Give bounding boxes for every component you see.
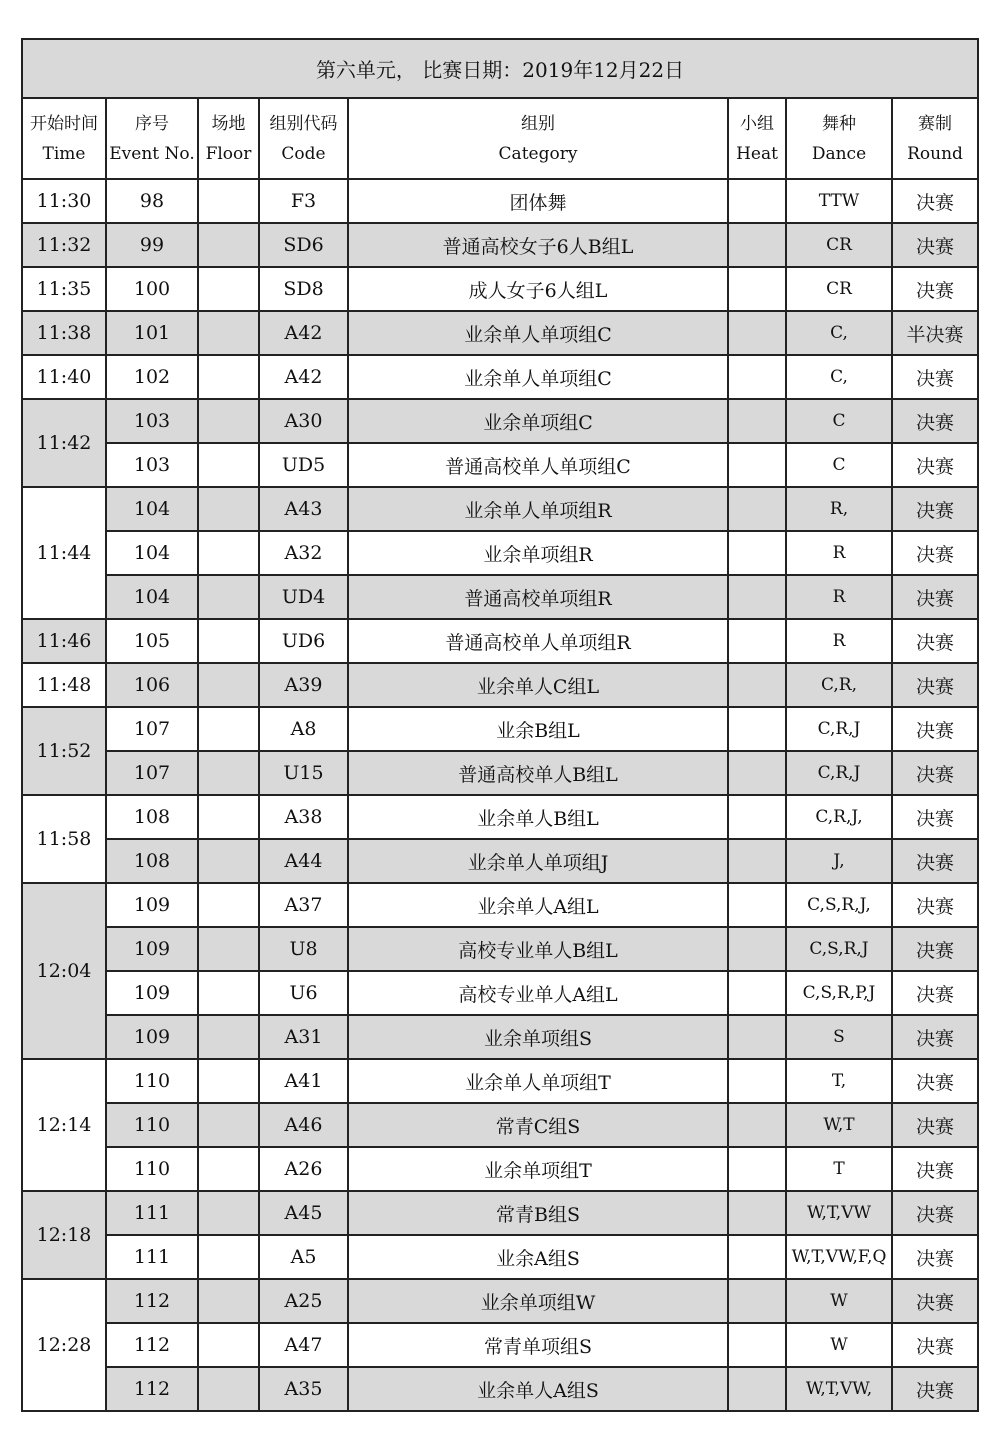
dance-cell: J, [786,839,892,883]
time-cell: 11:48 [22,663,106,707]
round-cell: 决赛 [892,223,978,267]
schedule-table [21,38,979,1412]
table-row [22,487,978,531]
table-row [22,1103,978,1147]
round-cell: 决赛 [892,1103,978,1147]
table-row [22,1279,978,1323]
round-cell: 决赛 [892,1191,978,1235]
code-cell: A43 [259,487,348,531]
round-cell: 决赛 [892,399,978,443]
round-cell: 决赛 [892,1059,978,1103]
floor-cell [198,663,259,707]
time-cell: 11:44 [22,487,106,619]
table-row [22,927,978,971]
heat-cell [728,1147,786,1191]
floor-cell [198,223,259,267]
floor-cell [198,1103,259,1147]
dance-cell: CR [786,223,892,267]
dance-cell: R [786,531,892,575]
table-row [22,179,978,223]
heat-cell [728,311,786,355]
time-cell: 11:42 [22,399,106,487]
dance-cell: TTW [786,179,892,223]
code-cell: A42 [259,311,348,355]
floor-cell [198,311,259,355]
event-no-cell: 112 [106,1323,198,1367]
code-cell: A31 [259,1015,348,1059]
floor-cell [198,707,259,751]
event-no-cell: 101 [106,311,198,355]
table-row [22,1191,978,1235]
table-row [22,619,978,663]
header-round: 赛制 Round [892,98,978,179]
event-no-cell: 104 [106,575,198,619]
category-cell: 普通高校单人单项组R [348,619,728,663]
event-no-cell: 109 [106,927,198,971]
heat-cell [728,575,786,619]
heat-cell [728,751,786,795]
floor-cell [198,839,259,883]
category-cell: 常青单项组S [348,1323,728,1367]
heat-cell [728,179,786,223]
floor-cell [198,1059,259,1103]
header-category: 组别 Category [348,98,728,179]
dance-cell: C,S,R,J [786,927,892,971]
time-cell: 11:58 [22,795,106,883]
heat-cell [728,971,786,1015]
dance-cell: C [786,399,892,443]
floor-cell [198,1323,259,1367]
table-row [22,311,978,355]
round-cell: 决赛 [892,927,978,971]
code-cell: A35 [259,1367,348,1411]
heat-cell [728,1279,786,1323]
code-cell: U6 [259,971,348,1015]
dance-cell: R, [786,487,892,531]
code-cell: A5 [259,1235,348,1279]
code-cell: A47 [259,1323,348,1367]
event-no-cell: 104 [106,487,198,531]
code-cell: A32 [259,531,348,575]
dance-cell: C,S,R,J, [786,883,892,927]
table-row [22,1059,978,1103]
code-cell: A30 [259,399,348,443]
category-cell: 业余单人单项组C [348,355,728,399]
round-cell: 决赛 [892,707,978,751]
code-cell: U8 [259,927,348,971]
category-cell: 业余单人C组L [348,663,728,707]
event-no-cell: 103 [106,443,198,487]
dance-cell: W,T,VW,F,Q [786,1235,892,1279]
event-no-cell: 98 [106,179,198,223]
dance-cell: W,T,VW, [786,1367,892,1411]
category-cell: 普通高校单人单项组C [348,443,728,487]
heat-cell [728,531,786,575]
dance-cell: C [786,443,892,487]
event-no-cell: 110 [106,1059,198,1103]
heat-cell [728,223,786,267]
event-no-cell: 109 [106,971,198,1015]
table-row [22,663,978,707]
dance-cell: T [786,1147,892,1191]
event-no-cell: 104 [106,531,198,575]
round-cell: 决赛 [892,1323,978,1367]
event-no-cell: 103 [106,399,198,443]
header-floor: 场地 Floor [198,98,259,179]
round-cell: 决赛 [892,1235,978,1279]
table-row [22,267,978,311]
header-code: 组别代码 Code [259,98,348,179]
table-row [22,443,978,487]
category-cell: 业余单项组C [348,399,728,443]
event-no-cell: 110 [106,1147,198,1191]
floor-cell [198,355,259,399]
code-cell: A44 [259,839,348,883]
heat-cell [728,267,786,311]
floor-cell [198,619,259,663]
floor-cell [198,927,259,971]
dance-cell: S [786,1015,892,1059]
event-no-cell: 109 [106,883,198,927]
dance-cell: R [786,619,892,663]
category-cell: 业余单人单项组R [348,487,728,531]
header-time: 开始时间 Time [22,98,106,179]
category-cell: 成人女子6人组L [348,267,728,311]
table-row [22,223,978,267]
heat-cell [728,707,786,751]
code-cell: F3 [259,179,348,223]
code-cell: UD5 [259,443,348,487]
category-cell: 业余单人单项组C [348,311,728,355]
time-cell: 11:35 [22,267,106,311]
time-cell: 12:04 [22,883,106,1059]
table-row [22,531,978,575]
heat-cell [728,487,786,531]
time-cell: 11:52 [22,707,106,795]
round-cell: 决赛 [892,443,978,487]
table-row [22,1367,978,1411]
category-cell: 业余单项组T [348,1147,728,1191]
table-row [22,883,978,927]
table-row [22,707,978,751]
schedule-title: 第六单元， 比赛日期：2019年12月22日 [22,39,978,98]
code-cell: A25 [259,1279,348,1323]
category-cell: 团体舞 [348,179,728,223]
round-cell: 决赛 [892,663,978,707]
round-cell: 决赛 [892,1147,978,1191]
event-no-cell: 102 [106,355,198,399]
floor-cell [198,1147,259,1191]
code-cell: A26 [259,1147,348,1191]
schedule-body [22,179,978,1411]
code-cell: A38 [259,795,348,839]
event-no-cell: 109 [106,1015,198,1059]
round-cell: 决赛 [892,267,978,311]
floor-cell [198,443,259,487]
category-cell: 高校专业单人A组L [348,971,728,1015]
floor-cell [198,179,259,223]
floor-cell [198,575,259,619]
table-row [22,1323,978,1367]
round-cell: 决赛 [892,487,978,531]
time-cell: 11:38 [22,311,106,355]
code-cell: A37 [259,883,348,927]
code-cell: SD8 [259,267,348,311]
header-event-no: 序号 Event No. [106,98,198,179]
round-cell: 决赛 [892,1367,978,1411]
event-no-cell: 107 [106,751,198,795]
heat-cell [728,663,786,707]
category-cell: 普通高校单项组R [348,575,728,619]
heat-cell [728,1323,786,1367]
heat-cell [728,883,786,927]
event-no-cell: 112 [106,1367,198,1411]
time-cell: 11:32 [22,223,106,267]
category-cell: 高校专业单人B组L [348,927,728,971]
time-cell: 11:46 [22,619,106,663]
category-cell: 业余单人A组L [348,883,728,927]
round-cell: 决赛 [892,883,978,927]
round-cell: 决赛 [892,839,978,883]
heat-cell [728,355,786,399]
category-cell: 业余A组S [348,1235,728,1279]
floor-cell [198,267,259,311]
heat-cell [728,839,786,883]
dance-cell: C,R,J, [786,795,892,839]
floor-cell [198,399,259,443]
heat-cell [728,1103,786,1147]
floor-cell [198,971,259,1015]
round-cell: 半决赛 [892,311,978,355]
code-cell: U15 [259,751,348,795]
table-row [22,1235,978,1279]
floor-cell [198,531,259,575]
event-no-cell: 112 [106,1279,198,1323]
event-no-cell: 108 [106,839,198,883]
dance-cell: C,R, [786,663,892,707]
heat-cell [728,399,786,443]
round-cell: 决赛 [892,179,978,223]
category-cell: 业余B组L [348,707,728,751]
dance-cell: W [786,1323,892,1367]
dance-cell: C,R,J [786,707,892,751]
code-cell: A41 [259,1059,348,1103]
heat-cell [728,795,786,839]
table-row [22,1015,978,1059]
header-heat: 小组 Heat [728,98,786,179]
category-cell: 业余单人A组S [348,1367,728,1411]
event-no-cell: 111 [106,1235,198,1279]
table-row [22,751,978,795]
round-cell: 决赛 [892,795,978,839]
table-row [22,399,978,443]
round-cell: 决赛 [892,531,978,575]
category-cell: 常青C组S [348,1103,728,1147]
dance-cell: C,R,J [786,751,892,795]
dance-cell: C, [786,355,892,399]
code-cell: A8 [259,707,348,751]
heat-cell [728,619,786,663]
round-cell: 决赛 [892,575,978,619]
event-no-cell: 110 [106,1103,198,1147]
round-cell: 决赛 [892,355,978,399]
code-cell: A42 [259,355,348,399]
round-cell: 决赛 [892,1015,978,1059]
code-cell: A45 [259,1191,348,1235]
code-cell: SD6 [259,223,348,267]
dance-cell: C, [786,311,892,355]
code-cell: UD4 [259,575,348,619]
round-cell: 决赛 [892,971,978,1015]
table-row [22,1147,978,1191]
heat-cell [728,1191,786,1235]
dance-cell: W,T [786,1103,892,1147]
time-cell: 12:28 [22,1279,106,1411]
table-row [22,839,978,883]
category-cell: 业余单项组S [348,1015,728,1059]
code-cell: A39 [259,663,348,707]
floor-cell [198,1367,259,1411]
category-cell: 业余单人单项组T [348,1059,728,1103]
category-cell: 业余单人单项组J [348,839,728,883]
round-cell: 决赛 [892,619,978,663]
floor-cell [198,795,259,839]
category-cell: 业余单人B组L [348,795,728,839]
column-header-row [22,98,978,179]
floor-cell [198,1235,259,1279]
table-row [22,355,978,399]
time-cell: 12:18 [22,1191,106,1279]
table-row [22,971,978,1015]
heat-cell [728,1367,786,1411]
table-row [22,795,978,839]
event-no-cell: 99 [106,223,198,267]
event-no-cell: 108 [106,795,198,839]
round-cell: 决赛 [892,751,978,795]
dance-cell: R [786,575,892,619]
category-cell: 普通高校单人B组L [348,751,728,795]
dance-cell: T, [786,1059,892,1103]
heat-cell [728,927,786,971]
time-cell: 11:40 [22,355,106,399]
header-dance: 舞种 Dance [786,98,892,179]
heat-cell [728,1059,786,1103]
event-no-cell: 111 [106,1191,198,1235]
floor-cell [198,1191,259,1235]
dance-cell: W,T,VW [786,1191,892,1235]
floor-cell [198,1279,259,1323]
dance-cell: CR [786,267,892,311]
floor-cell [198,1015,259,1059]
category-cell: 普通高校女子6人B组L [348,223,728,267]
code-cell: A46 [259,1103,348,1147]
time-cell: 11:30 [22,179,106,223]
table-row [22,575,978,619]
time-cell: 12:14 [22,1059,106,1191]
floor-cell [198,487,259,531]
category-cell: 常青B组S [348,1191,728,1235]
event-no-cell: 100 [106,267,198,311]
category-cell: 业余单项组W [348,1279,728,1323]
category-cell: 业余单项组R [348,531,728,575]
event-no-cell: 106 [106,663,198,707]
floor-cell [198,751,259,795]
heat-cell [728,1235,786,1279]
round-cell: 决赛 [892,1279,978,1323]
dance-cell: W [786,1279,892,1323]
code-cell: UD6 [259,619,348,663]
dance-cell: C,S,R,P,J [786,971,892,1015]
heat-cell [728,443,786,487]
event-no-cell: 105 [106,619,198,663]
event-no-cell: 107 [106,707,198,751]
heat-cell [728,1015,786,1059]
floor-cell [198,883,259,927]
